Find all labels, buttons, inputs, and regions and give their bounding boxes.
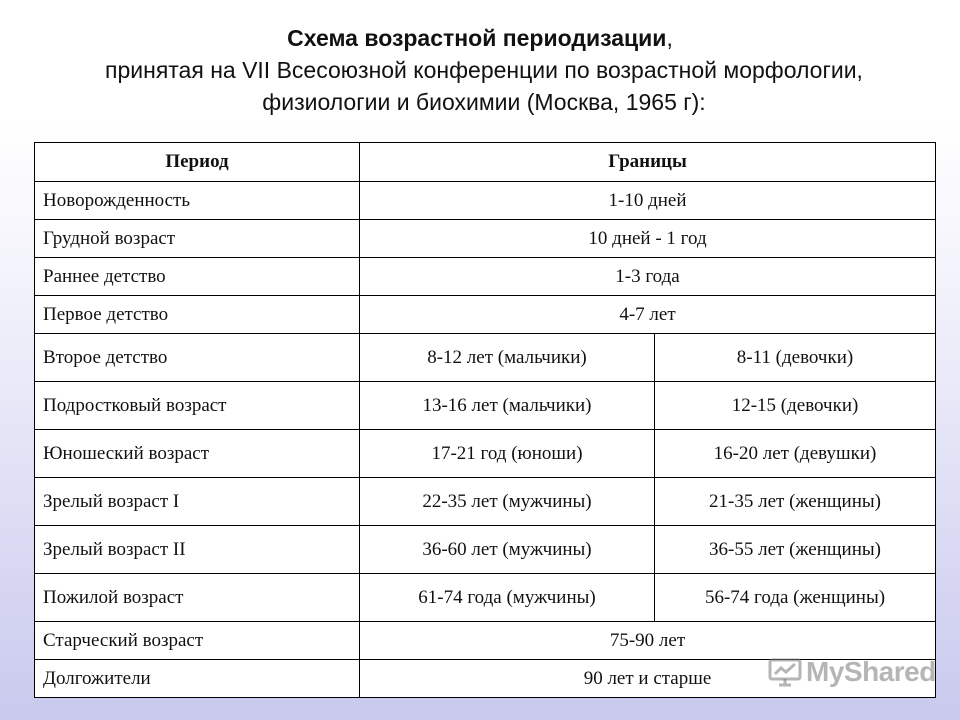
period-bounds-female: 36-55 лет (женщины) bbox=[655, 526, 936, 574]
period-bounds-male: 36-60 лет (мужчины) bbox=[360, 526, 655, 574]
table-row bbox=[35, 622, 936, 660]
period-bounds-male: 8-12 лет (мальчики) bbox=[360, 334, 655, 382]
period-name: Долгожители bbox=[35, 660, 360, 698]
period-name: Юношеский возраст bbox=[35, 430, 360, 478]
title-line-3: физиологии и биохимии (Москва, 1965 г): bbox=[262, 89, 706, 115]
period-bounds-female: 21-35 лет (женщины) bbox=[655, 478, 936, 526]
table-row bbox=[35, 382, 936, 430]
age-periods-table bbox=[34, 142, 936, 698]
period-bounds-male: 17-21 год (юноши) bbox=[360, 430, 655, 478]
table-row bbox=[35, 334, 936, 382]
watermark-text: MyShared bbox=[806, 656, 936, 687]
table-row bbox=[35, 526, 936, 574]
table-row bbox=[35, 430, 936, 478]
table-row bbox=[35, 258, 936, 296]
header-bounds: Границы bbox=[360, 143, 936, 182]
period-bounds-female: 8-11 (девочки) bbox=[655, 334, 936, 382]
table-row bbox=[35, 182, 936, 220]
period-bounds-male: 61-74 года (мужчины) bbox=[360, 574, 655, 622]
watermark bbox=[768, 656, 936, 688]
presentation-icon bbox=[768, 657, 802, 687]
period-bounds-female: 12-15 (девочки) bbox=[655, 382, 936, 430]
period-bounds: 90 лет и старше bbox=[360, 660, 936, 698]
period-name: Новорожденность bbox=[35, 182, 360, 220]
period-name: Пожилой возраст bbox=[35, 574, 360, 622]
period-bounds: 10 дней - 1 год bbox=[360, 220, 936, 258]
period-bounds: 1-10 дней bbox=[360, 182, 936, 220]
table-row bbox=[35, 478, 936, 526]
period-bounds: 75-90 лет bbox=[360, 622, 936, 660]
header-period: Период bbox=[35, 143, 360, 182]
period-name: Зрелый возраст II bbox=[35, 526, 360, 574]
period-bounds-female: 56-74 года (женщины) bbox=[655, 574, 936, 622]
table-header-row bbox=[35, 143, 936, 182]
title-comma: , bbox=[666, 25, 673, 51]
period-name: Подростковый возраст bbox=[35, 382, 360, 430]
period-bounds-male: 13-16 лет (мальчики) bbox=[360, 382, 655, 430]
period-bounds: 4-7 лет bbox=[360, 296, 936, 334]
period-name: Старческий возраст bbox=[35, 622, 360, 660]
period-name: Второе детство bbox=[35, 334, 360, 382]
table-row bbox=[35, 296, 936, 334]
period-bounds-female: 16-20 лет (девушки) bbox=[655, 430, 936, 478]
period-name: Зрелый возраст I bbox=[35, 478, 360, 526]
period-name: Раннее детство bbox=[35, 258, 360, 296]
table-row bbox=[35, 574, 936, 622]
period-bounds: 1-3 года bbox=[360, 258, 936, 296]
title-bold: Схема возрастной периодизации bbox=[287, 25, 667, 51]
table-row bbox=[35, 220, 936, 258]
slide-title bbox=[0, 22, 960, 118]
title-line-2: принятая на VII Всесоюзной конференции по возрастной морфологии, bbox=[105, 57, 863, 83]
title-line-1 bbox=[0, 22, 960, 54]
period-name: Первое детство bbox=[35, 296, 360, 334]
period-name: Грудной возраст bbox=[35, 220, 360, 258]
period-bounds-male: 22-35 лет (мужчины) bbox=[360, 478, 655, 526]
